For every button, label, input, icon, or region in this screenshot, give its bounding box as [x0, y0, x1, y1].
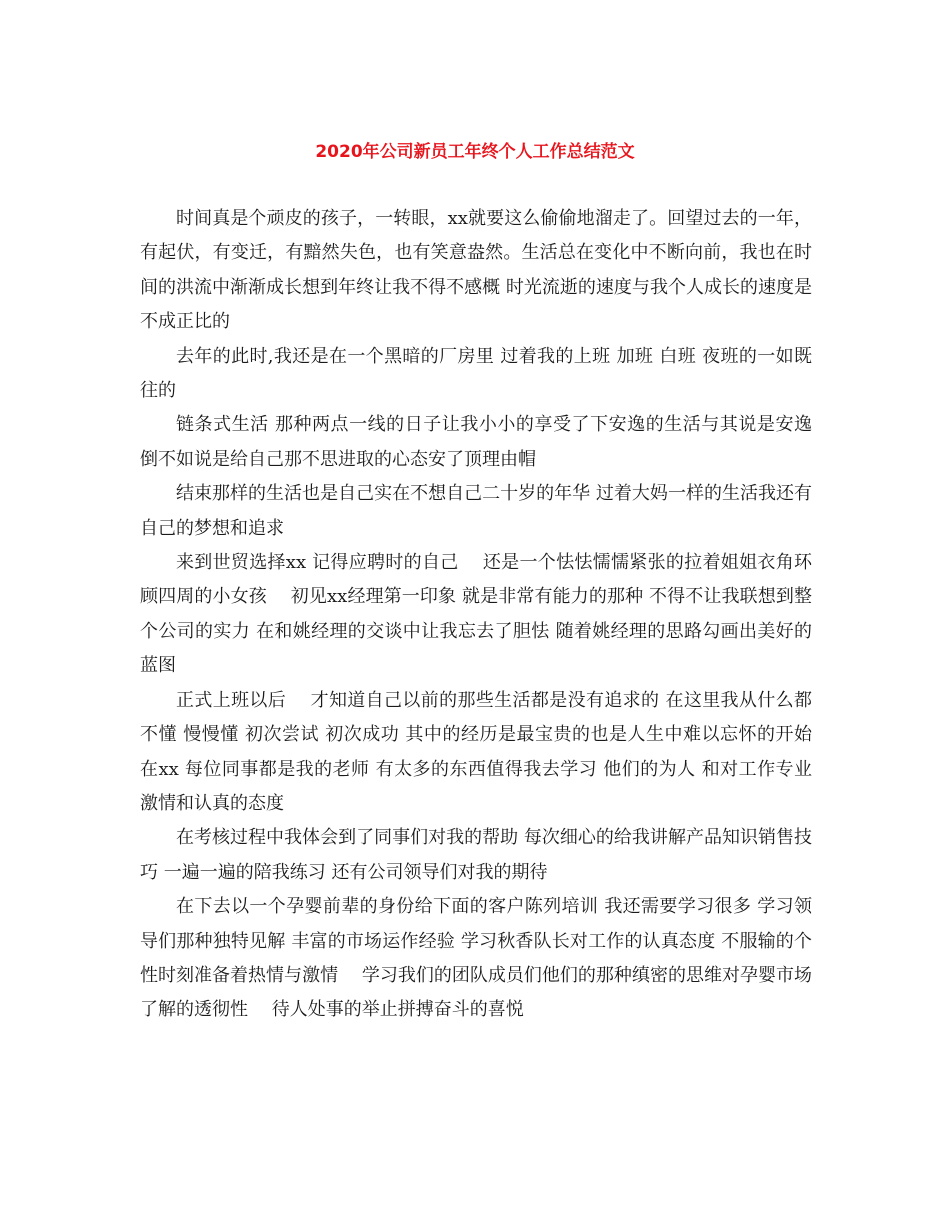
document-title: 2020年公司新员工年终个人工作总结范文 — [315, 142, 635, 162]
paragraph-7: 在考核过程中我体会到了同事们对我的帮助 每次细心的给我讲解产品知识销售技巧 一遍一遍的陪我练习 还有公司领导们对我的期待 — [140, 827, 812, 883]
document-body — [140, 202, 836, 1028]
paragraph-6: 正式上班以后 才知道自己以前的那些生活都是没有追求的 在这里我从什么都不懂 慢慢懂 初次尝试 初次成功 其中的经历是最宝贵的也是人生中难以忘怀的开始 在xx 每位同事都是我的老师 有太多的东西值得我去学习 他们的为人 和对工作专业 激情和认真的态度 — [140, 689, 836, 814]
paragraph-3: 链条式生活 那种两点一线的日子让我小小的享受了下安逸的生活与其说是安逸 倒不如说是给自己那不思进取的心态安了顶理由帽 — [140, 414, 818, 470]
paragraph-2: 去年的此时,我还是在一个黑暗的厂房里 过着我的上班 加班 白班 夜班的一如既往的 — [140, 345, 812, 402]
paragraph-8: 在下去以一个孕婴前辈的身份给下面的客户陈列培训 我还需要学习很多 学习领导们那种独特见解 丰富的市场运作经验 学习秋香队长对工作的认真态度 不服输的个性时刻准备着热情与激情 学习我们的团队成员们他们的那种缜密的思维对孕婴市场了解的透彻性 待人处事的举止拼搏奋斗的喜悦 — [140, 896, 812, 1021]
paragraph-5: 来到世贸选择xx 记得应聘时的自己 还是一个怯怯懦懦紧张的拉着姐姐衣角环顾四周的小女孩 初见xx经理第一印象 就是非常有能力的那种 不得不让我联想到整个公司的实力 在和姚经理的交谈中让我忘去了胆怯 随着姚经理的思路勾画出美好的蓝图 — [140, 552, 812, 677]
paragraph-1: 时间真是个顽皮的孩子，一转眼，xx就要这么偷偷地溜走了。回望过去的一年，有起伏，有变迁，有黯然失色，也有笑意盎然。生活总在变化中不断向前，我也在时间的洪流中渐渐成长想到年终让我不得不感概 时光流逝的速度与我个人成长的速度是不成正比的 — [140, 208, 812, 333]
paragraph-4: 结束那样的生活也是自己实在不想自己二十岁的年华 过着大妈一样的生活我还有自己的梦想和追求 — [140, 483, 812, 539]
